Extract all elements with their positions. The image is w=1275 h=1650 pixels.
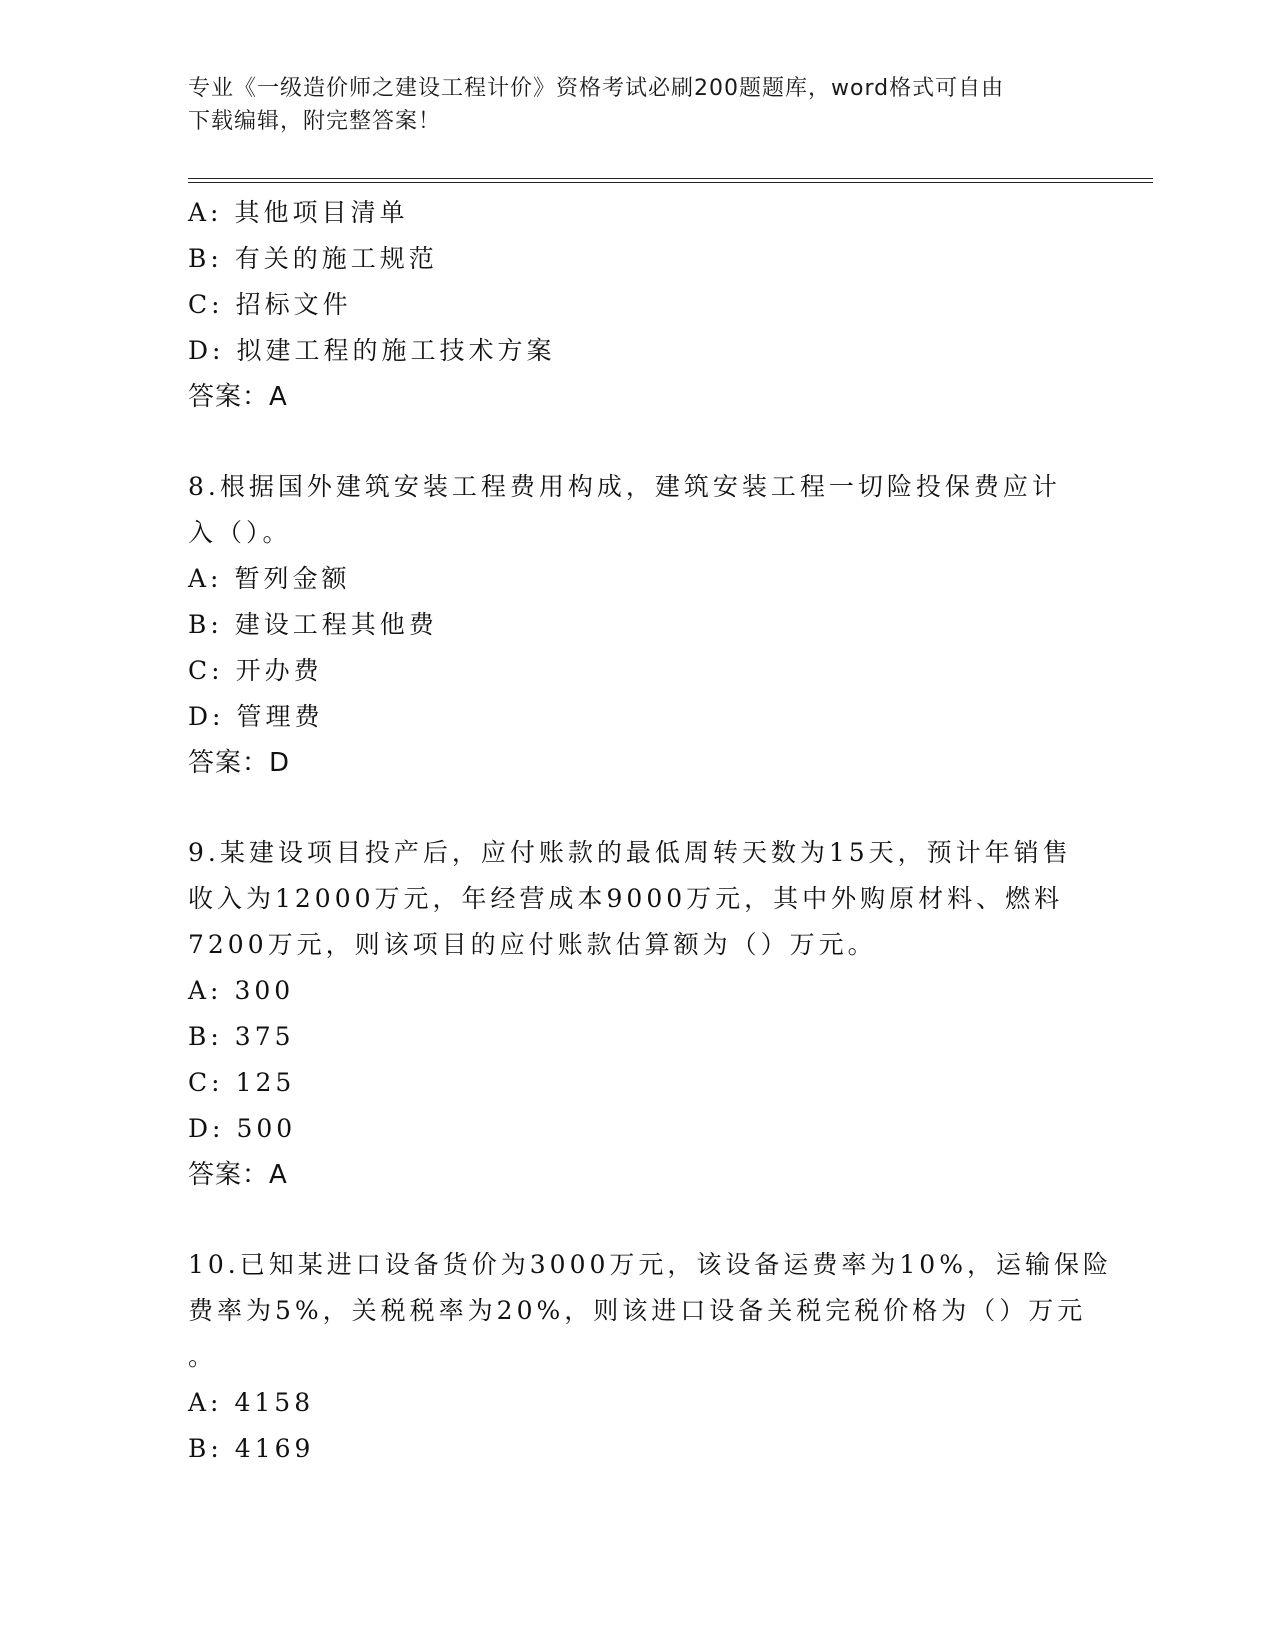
option-text: 管理费 <box>236 702 324 731</box>
option-letter: C: <box>188 656 224 685</box>
option-text: 375 <box>234 1022 295 1051</box>
page-header <box>188 72 1088 138</box>
option-text: 拟建工程的施工技术方案 <box>236 336 556 365</box>
option-d <box>188 1106 1088 1152</box>
option-text: 4169 <box>234 1434 315 1463</box>
option-text: 500 <box>236 1114 297 1143</box>
option-d <box>188 694 1088 740</box>
option-text: 有关的施工规范 <box>234 244 438 273</box>
option-text: 建设工程其他费 <box>234 610 438 639</box>
question-stem-line: 9.某建设项目投产后，应付账款的最低周转天数为15天，预计年销售 <box>188 838 1072 867</box>
option-letter: A: <box>188 564 223 593</box>
option-letter: C: <box>188 1068 224 1097</box>
option-c <box>188 1060 1088 1106</box>
answer-line: 答案：A <box>188 1160 288 1190</box>
option-letter: B: <box>188 1434 223 1463</box>
option-b <box>188 602 1088 648</box>
option-b <box>188 236 1088 282</box>
option-text: 300 <box>234 976 295 1005</box>
option-text: 开办费 <box>235 656 323 685</box>
option-text: 125 <box>235 1068 296 1097</box>
option-letter: B: <box>188 244 223 273</box>
option-b <box>188 1426 1088 1472</box>
question-7 <box>188 190 1088 420</box>
option-letter: B: <box>188 1022 223 1051</box>
question-9 <box>188 830 1088 1198</box>
question-stem-line: 费率为5%，关税税率为20%，则该进口设备关税完税价格为（）万元 <box>188 1296 1087 1325</box>
header-line-1: 专业《一级造价师之建设工程计价》资格考试必刷200题题库，word格式可自由 <box>188 76 1005 101</box>
answer-line: 答案：D <box>188 748 291 778</box>
option-a <box>188 190 1088 236</box>
option-letter: A: <box>188 976 223 1005</box>
question-stem-line: 10.已知某进口设备货价为3000万元，该设备运费率为10%，运输保险 <box>188 1250 1112 1279</box>
question-stem-line: 收入为12000万元，年经营成本9000万元，其中外购原材料、燃料 <box>188 884 1064 913</box>
option-d <box>188 328 1088 374</box>
option-letter: D: <box>188 336 225 365</box>
option-letter: C: <box>188 290 224 319</box>
option-letter: D: <box>188 702 225 731</box>
option-text: 其他项目清单 <box>234 198 409 227</box>
question-10 <box>188 1242 1112 1472</box>
header-line-2: 下载编辑，附完整答案！ <box>188 109 442 134</box>
option-a <box>188 1380 1088 1426</box>
option-c <box>188 648 1088 694</box>
option-letter: A: <box>188 198 223 227</box>
question-stem-line: 7200万元，则该项目的应付账款估算额为（）万元。 <box>188 930 877 959</box>
answer-line: 答案：A <box>188 382 288 412</box>
option-letter: B: <box>188 610 223 639</box>
option-a <box>188 968 1088 1014</box>
question-8 <box>188 464 1088 786</box>
option-letter: A: <box>188 1388 223 1417</box>
option-text: 暂列金额 <box>234 564 351 593</box>
option-text: 4158 <box>234 1388 315 1417</box>
header-double-rule <box>188 178 1153 183</box>
question-stem-line: 。 <box>188 1342 218 1371</box>
option-b <box>188 1014 1088 1060</box>
option-c <box>188 282 1088 328</box>
question-stem-line: 入（）。 <box>188 518 292 547</box>
question-stem-line: 8.根据国外建筑安装工程费用构成，建筑安装工程一切险投保费应计 <box>188 472 1061 501</box>
option-a <box>188 556 1088 602</box>
question-list <box>188 190 1112 1472</box>
option-letter: D: <box>188 1114 225 1143</box>
option-text: 招标文件 <box>235 290 352 319</box>
